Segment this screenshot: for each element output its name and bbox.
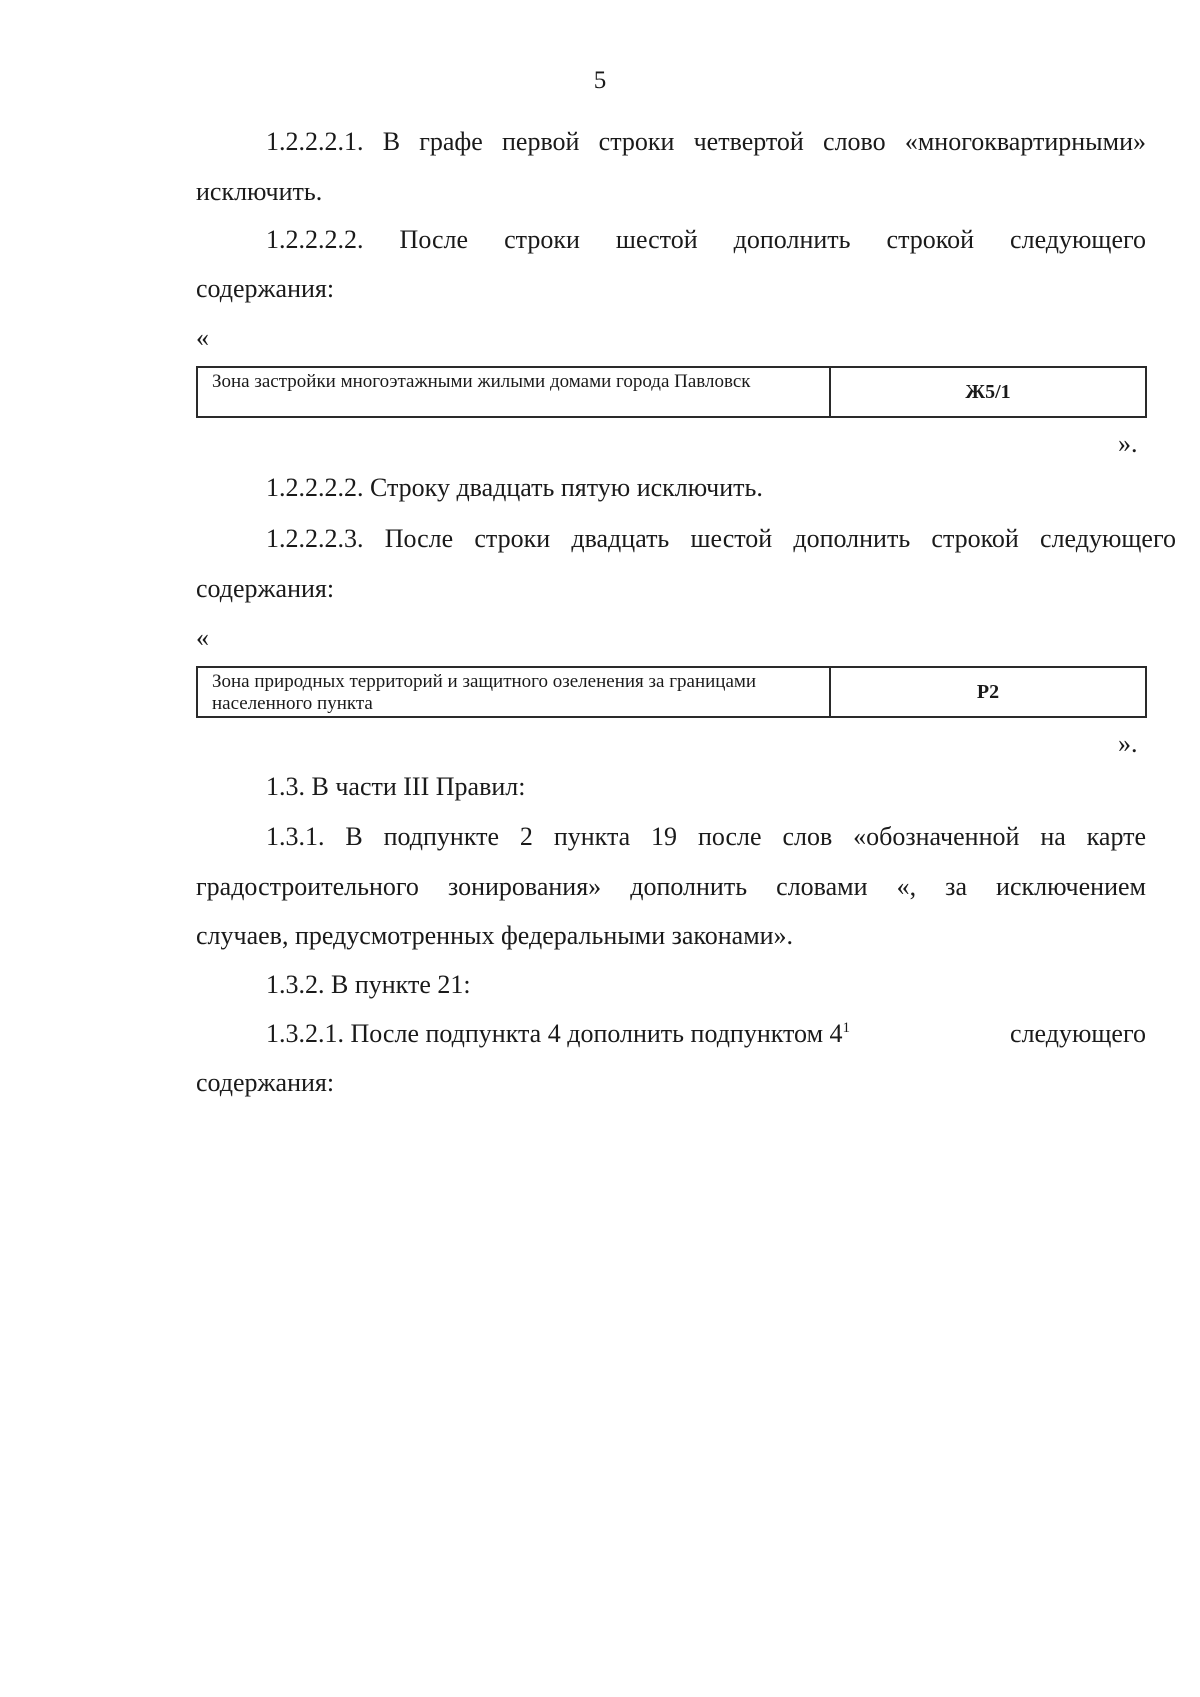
insert-table-1 — [196, 366, 1147, 418]
insert-table-2 — [196, 666, 1147, 718]
open-quote-2: « — [196, 623, 209, 652]
close-quote-2: ». — [1118, 729, 1138, 758]
paragraph-8-line-1 — [266, 1018, 1146, 1050]
paragraph-8-text-start — [266, 1018, 850, 1050]
table-2-zone-name: Зона природных территорий и защитного озеленения за границами населенного пункта — [198, 668, 831, 716]
superscript-1: 1 — [842, 1020, 851, 1036]
close-quote-1: ». — [1118, 429, 1138, 458]
paragraph-8-text-end: следующего — [1010, 1019, 1146, 1048]
paragraph-5: 1.3. В части III Правил: — [266, 772, 526, 801]
table-1-zone-name: Зона застройки многоэтажными жилыми домами города Павловск — [198, 368, 831, 416]
open-quote-1: « — [196, 323, 209, 352]
paragraph-8-before-sup: 1.3.2.1. После подпункта 4 дополнить подпунктом 4 — [266, 1019, 843, 1048]
paragraph-6-line-3: случаев, предусмотренных федеральными законами». — [196, 921, 794, 950]
paragraph-6-line-1: 1.3.1. В подпункте 2 пункта 19 после слов «обозначенной на карте — [266, 822, 1146, 851]
page-number: 5 — [593, 67, 607, 94]
paragraph-1-line-1: 1.2.2.2.1. В графе первой строки четвертой слово «многоквартирными» — [266, 127, 1146, 156]
paragraph-2-line-2: содержания: — [196, 274, 335, 303]
paragraph-2-line-1: 1.2.2.2.2. После строки шестой дополнить строкой следующего — [266, 225, 1146, 254]
paragraph-3: 1.2.2.2.2. Строку двадцать пятую исключить. — [266, 473, 763, 502]
paragraph-4-line-2: содержания: — [196, 574, 335, 603]
paragraph-1-line-2: исключить. — [196, 177, 323, 206]
paragraph-8-line-2: содержания: — [196, 1068, 335, 1097]
table-2-zone-code: Р2 — [976, 680, 1000, 703]
paragraph-6-line-2: градостроительного зонирования» дополнить словами «, за исключением — [196, 872, 1146, 901]
table-1-zone-code: Ж5/1 — [965, 380, 1011, 403]
paragraph-7: 1.3.2. В пункте 21: — [266, 970, 471, 999]
paragraph-4-line-1: 1.2.2.2.3. После строки двадцать шестой дополнить строкой следующего — [266, 524, 1176, 553]
